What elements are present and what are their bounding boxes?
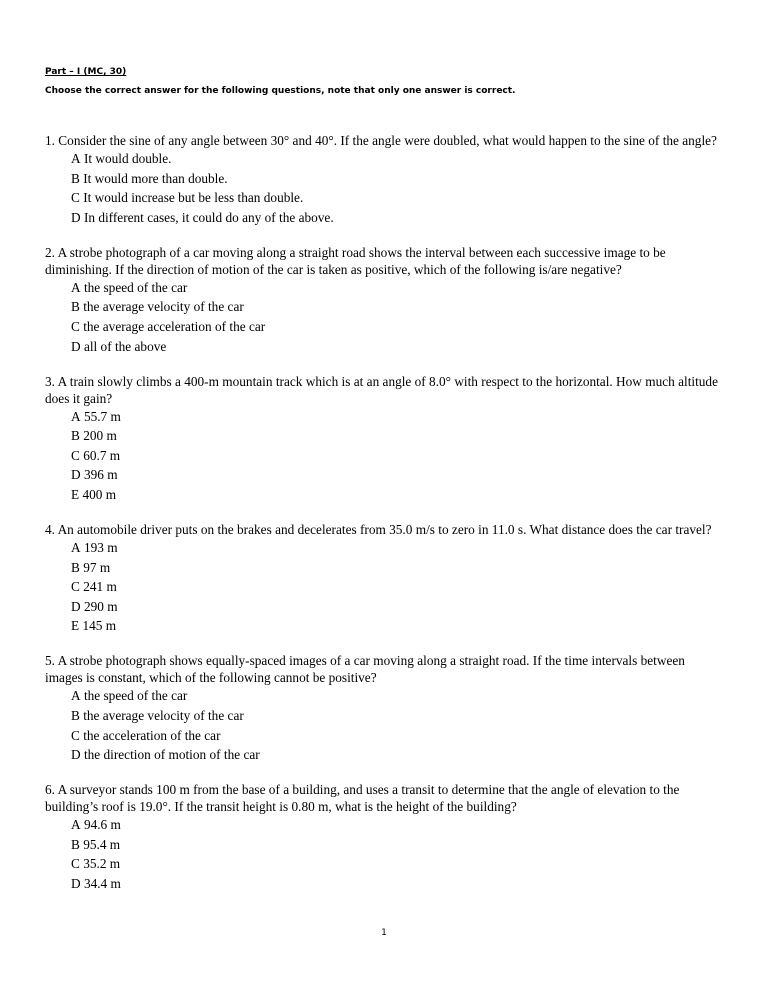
instructions: Choose the correct answer for the following questions, note that only one answer is correct.	[45, 86, 516, 96]
option-letter: C	[71, 727, 80, 743]
option-letter: A	[71, 539, 81, 555]
question-3	[45, 373, 725, 503]
answer-option	[71, 855, 725, 872]
answer-option	[71, 559, 725, 576]
question-text: 1. Consider the sine of any angle between 30° and 40°. If the angle were doubled, what would happen to the sine of the angle?	[45, 133, 717, 148]
option-text: 241 m	[83, 579, 117, 595]
question-text: 4. An automobile driver puts on the brakes and decelerates from 35.0 m/s to zero in 11.0 s. What distance does the car travel?	[45, 521, 712, 537]
answer-option	[71, 617, 725, 634]
question-text: 2. A strobe photograph of a car moving along a straight road shows the interval between each successive image to be diminishing. If the direction of motion of the car is taken as positive, which of the following is/are negative?	[45, 244, 666, 277]
option-text: the acceleration of the car	[83, 727, 221, 743]
option-text: the average velocity of the car	[83, 299, 244, 315]
option-letter: D	[71, 338, 81, 354]
answer-option	[71, 170, 725, 187]
answer-option	[71, 598, 725, 615]
option-text: 55.7 m	[83, 408, 121, 424]
question-text: 3. A train slowly climbs a 400-m mountain track which is at an angle of 8.0° with respect to the horizontal. How much altitude does it gain?	[45, 373, 718, 406]
answer-option	[71, 746, 725, 763]
part-title: Part – I (MC, 30)	[45, 67, 127, 77]
option-letter: A	[71, 151, 81, 166]
option-text: the average acceleration of the car	[83, 318, 266, 334]
option-letter: C	[71, 856, 80, 872]
answer-option	[71, 338, 725, 355]
answer-option	[71, 318, 725, 335]
option-letter: A	[71, 688, 81, 704]
answer-option	[71, 836, 725, 853]
answer-option	[71, 427, 725, 444]
answer-option	[71, 466, 725, 483]
option-letter: B	[71, 428, 80, 444]
option-text: It would more than double.	[83, 170, 228, 186]
option-letter: B	[71, 299, 80, 315]
option-text: 95.4 m	[83, 836, 121, 852]
option-text: In different cases, it could do any of the above.	[83, 209, 334, 225]
question-1	[45, 132, 725, 226]
answer-option	[71, 447, 725, 464]
answer-option	[71, 727, 725, 744]
option-letter: D	[71, 747, 81, 763]
option-text: the speed of the car	[83, 688, 188, 704]
option-text: 34.4 m	[83, 875, 121, 891]
question-6	[45, 781, 725, 892]
option-text: 94.6 m	[83, 817, 121, 833]
option-text: 200 m	[83, 428, 117, 444]
page-number: 1	[381, 928, 387, 938]
option-text: 396 m	[83, 467, 118, 483]
answer-option	[71, 707, 725, 724]
option-text: 60.7 m	[83, 447, 121, 463]
option-text: the speed of the car	[83, 279, 188, 295]
option-letter: C	[71, 579, 80, 595]
option-letter: E	[71, 618, 80, 634]
option-text: 97 m	[83, 559, 111, 575]
option-letter: D	[71, 467, 81, 483]
option-letter: B	[71, 707, 80, 723]
answer-option	[71, 687, 725, 704]
option-letter: C	[71, 447, 80, 463]
answer-option	[71, 539, 725, 556]
option-text: It would increase but be less than double.	[83, 190, 304, 206]
option-text: 290 m	[83, 598, 118, 614]
answer-option	[71, 816, 725, 833]
answer-option	[71, 150, 725, 167]
question-list	[45, 132, 725, 910]
option-text: 193 m	[83, 539, 118, 555]
question-4	[45, 521, 725, 634]
option-text: the direction of motion of the car	[83, 747, 260, 763]
option-letter: D	[71, 209, 81, 225]
option-text: all of the above	[83, 338, 167, 354]
question-5	[45, 652, 725, 763]
option-letter: A	[71, 408, 81, 424]
option-letter: B	[71, 559, 80, 575]
option-letter: D	[71, 875, 81, 891]
answer-option	[71, 279, 725, 296]
option-letter: A	[71, 279, 81, 295]
answer-option	[71, 298, 725, 315]
answer-option	[71, 578, 725, 595]
option-letter: B	[71, 836, 80, 852]
answer-option	[71, 486, 725, 503]
option-text: 35.2 m	[83, 856, 121, 872]
option-text: 400 m	[82, 486, 117, 502]
option-text: It would double.	[83, 151, 172, 166]
answer-option	[71, 209, 725, 226]
option-letter: B	[71, 170, 80, 186]
option-letter: C	[71, 190, 80, 206]
answer-option	[71, 408, 725, 425]
question-2	[45, 244, 725, 355]
answer-option	[71, 189, 725, 206]
option-text: 145 m	[82, 618, 117, 634]
answer-option	[71, 875, 725, 892]
option-letter: E	[71, 486, 80, 502]
question-text: 5. A strobe photograph shows equally-spaced images of a car moving along a straight road. If the time intervals between images is constant, which of the following cannot be positive?	[45, 653, 685, 686]
option-letter: D	[71, 598, 81, 614]
question-text: 6. A surveyor stands 100 m from the base of a building, and uses a transit to determine that the angle of elevation to the building’s roof is 19.0°. If the transit height is 0.80 m, what is the height of the building?	[45, 782, 680, 815]
option-letter: C	[71, 318, 80, 334]
option-text: the average velocity of the car	[83, 707, 244, 723]
option-letter: A	[71, 817, 81, 833]
